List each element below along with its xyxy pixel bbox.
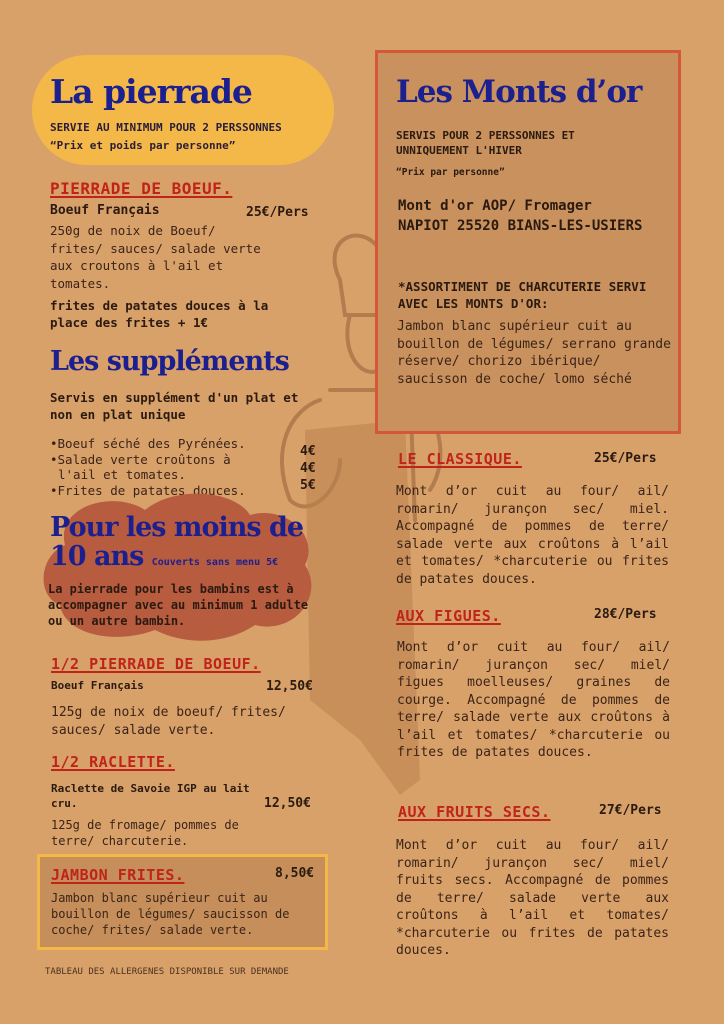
monts-item-price: 25€/Pers: [594, 451, 657, 466]
kids-item-desc: 125g de fromage/ pommes de terre/ charcuterie.: [51, 818, 239, 848]
supplement-item: •Frites de patates douces.: [50, 482, 246, 498]
jambon-price: 8,50€: [275, 866, 315, 881]
monts-item-desc: Mont d’or cuit au four/ ail/ romarin/ jurançon sec/ miel/ fruits secs. Accompagné de pommes de terre/ salade verte aux croûtons à l’ail et tomates/ *charcuterie ou frites de patates douces.: [396, 838, 669, 958]
kids-desc: La pierrade pour les bambins est à accompagner avec au minimum 1 adulte ou un autre bambin.: [48, 582, 309, 628]
monts-title: Les Monts d’or: [396, 74, 642, 110]
kids-title-line2: 10 ans: [50, 541, 144, 572]
monts-note: “Prix par personne”: [396, 167, 505, 178]
monts-item-title: LE CLASSIQUE.: [398, 450, 522, 468]
kids-title: [50, 513, 303, 577]
supplement-price: 4€: [300, 461, 316, 476]
kids-item-desc: 125g de noix de boeuf/ frites/ sauces/ salade verte.: [51, 705, 286, 738]
monts-item-title: AUX FIGUES.: [396, 607, 501, 625]
monts-subtitle: SERVIS POUR 2 PERSSONNES ET UNNIQUEMENT L'HIVER: [396, 129, 575, 157]
pierrade-price: 25€/Pers: [246, 205, 309, 220]
monts-item-desc: Mont d’or cuit au four/ ail/ romarin/ jurançon sec/ miel. Accompagné de pommes de terre/ salade verte aux croûtons à l’ail et tomates/ *charcuterie ou frites de patates douces.: [396, 484, 669, 587]
monts-item-price: 28€/Pers: [594, 607, 657, 622]
monts-charcuterie-desc: Jambon blanc supérieur cuit au bouillon de légumes/ serrano grande réserve/ chorizo ibérique/ saucisson de coche/ lomo séché: [397, 319, 671, 387]
kids-item-title: 1/2 RACLETTE.: [51, 753, 175, 771]
kids-item-sub: Boeuf Français: [51, 679, 144, 692]
kids-couverts: Couverts sans menu 5€: [151, 557, 279, 568]
pierrade-title: La pierrade: [50, 72, 252, 111]
monts-item-desc: Mont d’or cuit au four/ ail/ romarin/ jurançon sec/ miel/ figues moelleuses/ graines de courge. Accompagné de pommes de terre/ salade verte aux croûtons à l’ail et tomates/ *charcuterie ou frites de patates douces.: [397, 640, 670, 760]
kids-title-line1: Pour les moins de: [50, 512, 303, 543]
allergens-footer: TABLEAU DES ALLERGENES DISPONIBLE SUR DEMANDE: [45, 967, 289, 977]
supplements-subtitle: Servis en supplément d'un plat et non en plat unique: [50, 390, 299, 422]
jambon-title: JAMBON FRITES.: [51, 866, 185, 884]
pierrade-subtitle: SERVIE AU MINIMUM POUR 2 PERSSONNES: [50, 121, 282, 134]
supplement-price: 5€: [300, 478, 316, 493]
pierrade-note: “Prix et poids par personne”: [50, 139, 236, 152]
monts-item-price: 27€/Pers: [599, 803, 662, 818]
pierrade-item-title: PIERRADE DE BOEUF.: [50, 179, 233, 198]
supplement-item: •Salade verte croûtons à l'ail et tomates.: [50, 451, 231, 482]
supplement-price: 4€: [300, 444, 316, 459]
supplement-item: •Boeuf séché des Pyrénées.: [50, 436, 246, 451]
kids-item-price: 12,50€: [266, 679, 313, 694]
pierrade-desc: 250g de noix de Boeuf/ frites/ sauces/ salade verte aux croutons à l'ail et tomates.: [50, 223, 261, 291]
pierrade-option: frites de patates douces à la place des frites + 1€: [50, 298, 269, 330]
pierrade-origin: Boeuf Français: [50, 203, 160, 218]
monts-charcuterie-title: *ASSORTIMENT DE CHARCUTERIE SERVI AVEC LES MONTS D'OR:: [398, 279, 647, 311]
kids-item-title: 1/2 PIERRADE DE BOEUF.: [51, 655, 261, 673]
monts-item-title: AUX FRUITS SECS.: [398, 803, 551, 821]
monts-origin: Mont d'or AOP/ Fromager NAPIOT 25520 BIANS-LES-USIERS: [398, 198, 643, 234]
kids-item-sub: Raclette de Savoie IGP au lait cru.: [51, 782, 250, 810]
jambon-desc: Jambon blanc supérieur cuit au bouillon de légumes/ saucisson de coche/ frites/ salade verte.: [51, 891, 290, 937]
supplements-title: Les suppléments: [50, 346, 289, 377]
kids-item-price: 12,50€: [264, 796, 311, 811]
